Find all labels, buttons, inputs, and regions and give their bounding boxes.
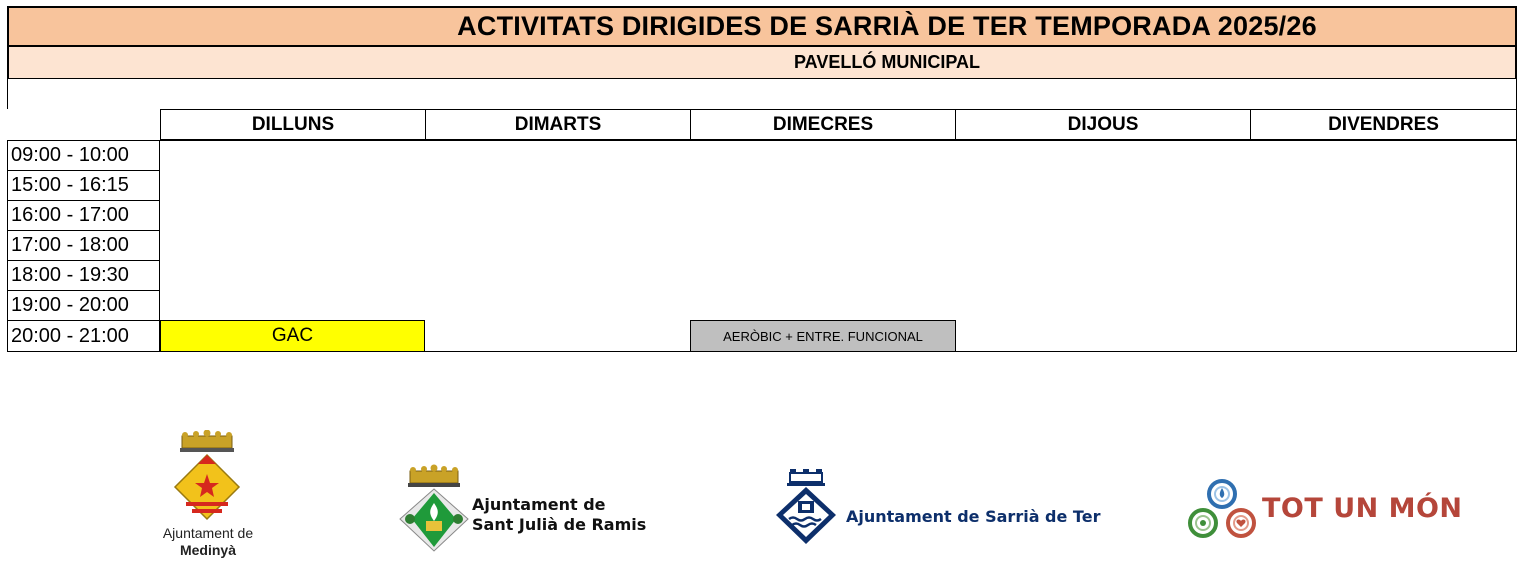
schedule-title: ACTIVITATS DIRIGIDES DE SARRIÀ DE TER TEMPORADA 2025/26	[457, 11, 1317, 41]
sant-julia-coat-of-arms-icon	[398, 463, 470, 553]
tot-un-mon-circles-icon	[1186, 479, 1258, 541]
venue-bar	[7, 47, 1517, 79]
time-slot: 15:00 - 16:15	[8, 171, 159, 201]
activity-gac: GAC	[160, 320, 425, 352]
time-slot: 17:00 - 18:00	[8, 231, 159, 261]
time-slots-column	[7, 140, 160, 352]
schedule-title-bar	[7, 6, 1517, 47]
time-slot: 16:00 - 17:00	[8, 201, 159, 231]
venue-name: PAVELLÓ MUNICIPAL	[794, 52, 980, 72]
time-slot: 18:00 - 19:30	[8, 261, 159, 291]
time-slot: 19:00 - 20:00	[8, 291, 159, 321]
sarria-label: Ajuntament de Sarrià de Ter	[846, 507, 1101, 526]
schedule-grid	[7, 109, 1517, 352]
day-header-dijous: DIJOUS	[955, 109, 1251, 140]
spacer-row	[7, 79, 1517, 109]
day-header-dimecres: DIMECRES	[690, 109, 956, 140]
time-slot: 09:00 - 10:00	[8, 141, 159, 171]
day-header-divendres: DIVENDRES	[1250, 109, 1517, 140]
sant-julia-label: Ajuntament de Sant Julià de Ramis	[472, 495, 647, 534]
tot-un-mon-label: TOT UN MÓN	[1262, 493, 1463, 524]
medinya-coat-of-arms-icon	[172, 430, 242, 525]
day-header-dilluns: DILLUNS	[160, 109, 426, 140]
sarria-coat-of-arms-icon	[773, 467, 839, 547]
medinya-label: Ajuntament de Medinyà	[162, 525, 254, 558]
day-header-dimarts: DIMARTS	[425, 109, 691, 140]
activity-aerobic-funcional: AERÒBIC + ENTRE. FUNCIONAL	[690, 320, 956, 352]
time-slot: 20:00 - 21:00	[11, 324, 129, 347]
